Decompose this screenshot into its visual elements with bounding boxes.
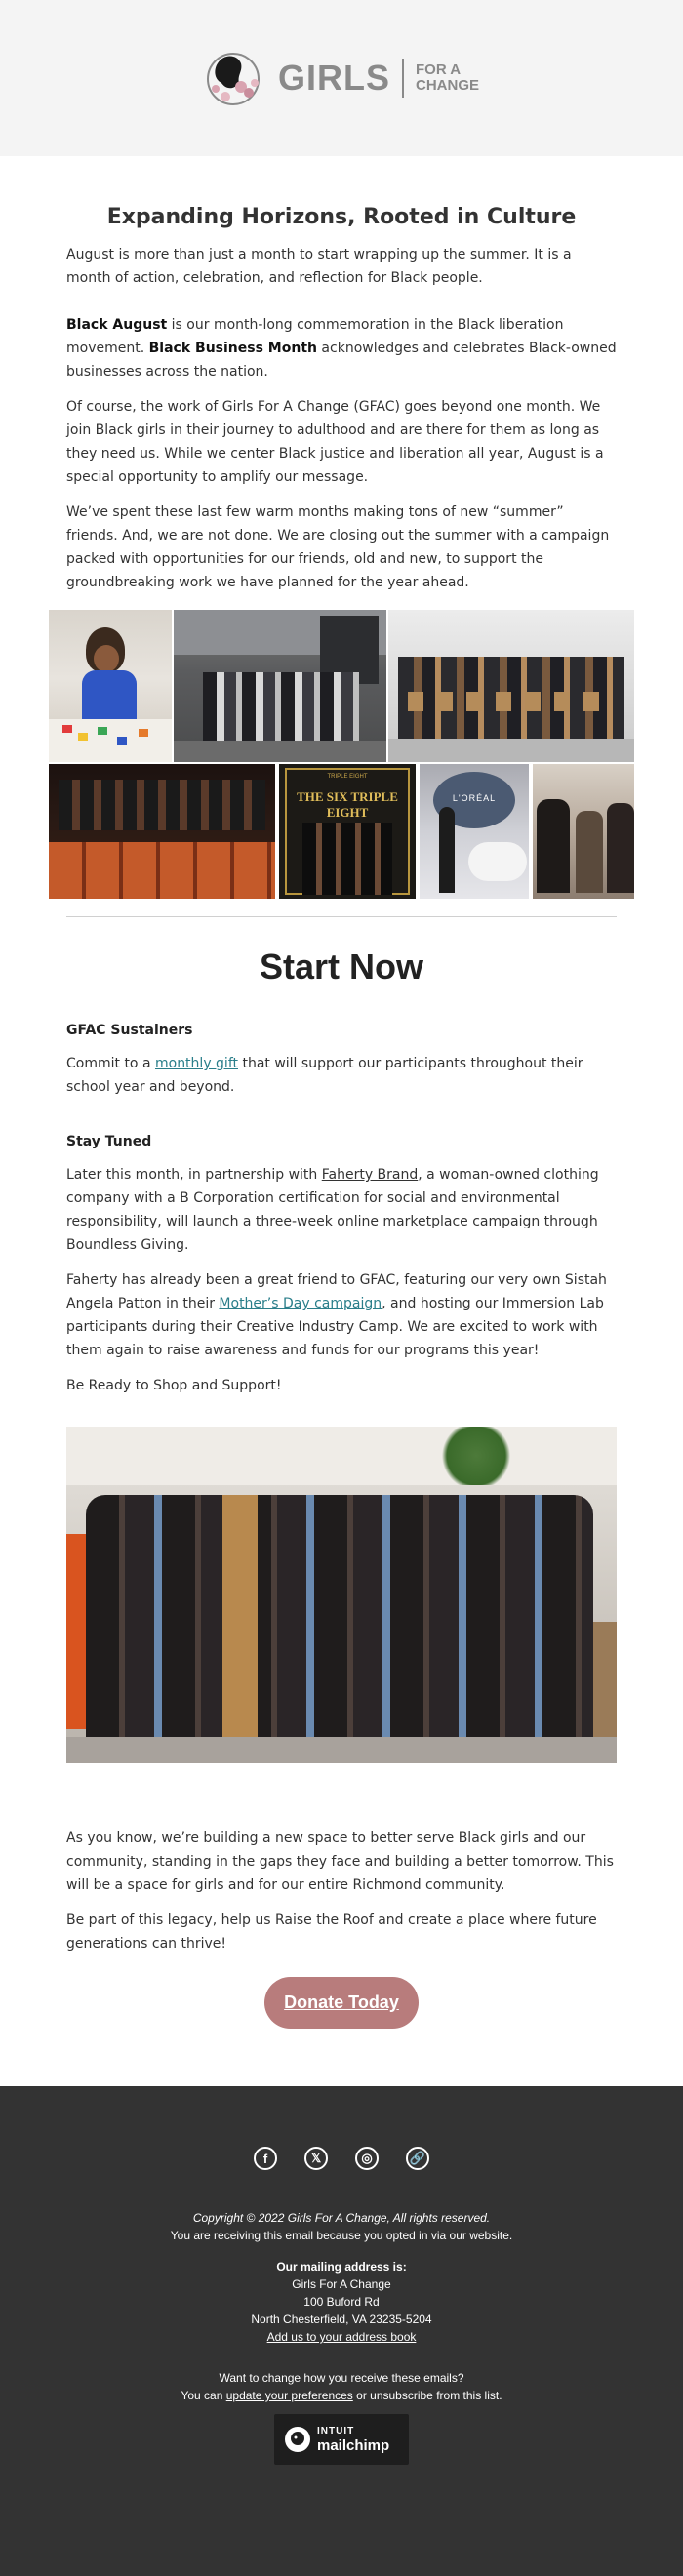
- photo-girl-legos: [49, 610, 172, 762]
- logo-name-main: GIRLS: [277, 58, 390, 98]
- mailchimp-badge[interactable]: [274, 2414, 409, 2465]
- add-address-book-link[interactable]: Add us to your address book: [266, 2330, 417, 2344]
- photo-theater-seats: [49, 764, 275, 899]
- donate-button[interactable]: Donate Today: [264, 1977, 419, 2029]
- update-preferences-link[interactable]: update your preferences: [225, 2389, 353, 2402]
- poster-title-text: THE SIX TRIPLE EIGHT: [297, 789, 398, 820]
- logo-mark-icon: [204, 50, 270, 106]
- x-twitter-icon[interactable]: 𝕏: [304, 2147, 328, 2170]
- city-address: North Chesterfield, VA 23235-5204: [251, 2313, 432, 2326]
- photo-loreal-store: [420, 764, 529, 899]
- stay-p1-pre: Later this month, in partnership with: [66, 1167, 322, 1183]
- intro-section: [0, 205, 683, 594]
- photo-street-group: [174, 610, 386, 762]
- black-august-label: Black August: [66, 317, 168, 333]
- change-question: Want to change how you receive these emails?: [219, 2371, 464, 2385]
- stay-p1-post: , a woman-owned clothing company with a B Corporation certification for social and environmental responsibility, will launch a three-week online marketplace campaign through Boundless Giving.: [66, 1167, 599, 1253]
- sustainers-post: that will support our participants throughout their school year and beyond.: [66, 1056, 583, 1095]
- street-address: 100 Buford Rd: [303, 2295, 380, 2309]
- copyright-text: Copyright © 2022 Girls For A Change, All rights reserved.: [192, 2211, 491, 2225]
- stay-p2-pre: Faherty has already been a great friend to GFAC, featuring our very own Sistah Angela Patton in their: [66, 1272, 607, 1311]
- badge-intuit-text: INTUIT: [317, 2426, 355, 2436]
- optin-text: You are receiving this email because you opted in via our website.: [170, 2229, 513, 2242]
- sustainers-title: GFAC Sustainers: [66, 1023, 193, 1038]
- group-photo-faherty: [66, 1427, 617, 1763]
- build-paragraph-1: As you know, we’re building a new space to better serve Black girls and our community, standing in the gaps they face and building a better tomorrow. This will be a space for girls and for our entire Richmond community.: [66, 1831, 614, 1893]
- page-title: Expanding Horizons, Rooted in Culture: [106, 205, 577, 229]
- stay-tuned-title: Stay Tuned: [66, 1134, 152, 1149]
- footer: [0, 2086, 683, 2576]
- mothers-day-campaign-link[interactable]: Mother’s Day campaign: [219, 1296, 382, 1311]
- stay-paragraph-1: [66, 1163, 617, 1257]
- logo-sub-line2: CHANGE: [416, 77, 480, 94]
- intro-paragraph-2: [66, 313, 617, 383]
- badge-mailchimp-text: mailchimp: [317, 2437, 390, 2454]
- website-link-icon[interactable]: 🔗: [406, 2147, 429, 2170]
- monthly-gift-link[interactable]: monthly gift: [154, 1056, 238, 1071]
- mailing-address-label: Our mailing address is:: [276, 2260, 407, 2274]
- logo-sub-line1: FOR A: [416, 61, 462, 78]
- intro-paragraph-4: We’ve spent these last few warm months making tons of new “summer” friends. And, we are not done. We are closing out the summer with a campaign packed with opportunities for our friends, old and new, to support the groundbreaking work we have planned for the year ahead.: [66, 504, 610, 590]
- photo-big-group-bags: [388, 610, 634, 762]
- stay-paragraph-3: Be Ready to Shop and Support!: [66, 1378, 282, 1393]
- faherty-brand-link[interactable]: Faherty Brand: [321, 1167, 419, 1183]
- intro-paragraph-3: Of course, the work of Girls For A Change (GFAC) goes beyond one month. We join Black girls in their journey to adulthood and are there for them as long as they need us. While we center Black justice and liberation all year, August is a special opportunity to amplify our message.: [66, 399, 604, 485]
- header: [0, 0, 683, 156]
- instagram-icon[interactable]: ◎: [355, 2147, 379, 2170]
- preferences-line: [0, 2387, 683, 2404]
- mailchimp-icon: [284, 2426, 311, 2453]
- store-sign-text: L'ORÉAL: [452, 793, 497, 803]
- gfac-logo[interactable]: [204, 50, 479, 106]
- unsubscribe-text: or unsubscribe from this list.: [352, 2389, 502, 2402]
- photo-girls-shopping: [533, 764, 634, 899]
- black-august-text: is our month-long commemoration in the Black liberation movement.: [66, 317, 564, 356]
- photo-gallery: [49, 610, 634, 912]
- intro-paragraph-1: August is more than just a month to start wrapping up the summer. It is a month of action, celebration, and reflection for Black people.: [66, 247, 572, 286]
- stay-paragraph-2: [66, 1268, 617, 1362]
- divider-1: [66, 916, 617, 917]
- stay-p2-post: , and hosting our Immersion Lab participants during their Creative Industry Camp. We are excited to work with them again to raise awareness and funds for our programs this year!: [66, 1296, 604, 1358]
- org-name: Girls For A Change: [292, 2277, 391, 2291]
- logo-name-sub: [416, 62, 479, 94]
- social-links: [0, 2147, 683, 2170]
- facebook-icon[interactable]: f: [254, 2147, 277, 2170]
- build-section: [0, 1827, 683, 1955]
- sustainers-pre: Commit to a: [66, 1056, 155, 1071]
- sustainers-paragraph: [66, 1052, 617, 1099]
- you-can-text: You can: [181, 2389, 226, 2402]
- logo-divider: [402, 59, 404, 98]
- start-section: [0, 1023, 683, 1397]
- black-business-text: acknowledges and celebrates Black-owned businesses across the nation.: [66, 341, 617, 380]
- start-now-heading: Start Now: [259, 946, 423, 986]
- photo-six-triple-eight-poster: [279, 764, 416, 899]
- black-business-label: Black Business Month: [148, 341, 317, 356]
- donate-wrap: [0, 1977, 683, 2029]
- build-paragraph-2: Be part of this legacy, help us Raise the Roof and create a place where future generations can thrive!: [66, 1912, 597, 1952]
- poster-small-text: TRIPLE EIGHT: [327, 774, 368, 780]
